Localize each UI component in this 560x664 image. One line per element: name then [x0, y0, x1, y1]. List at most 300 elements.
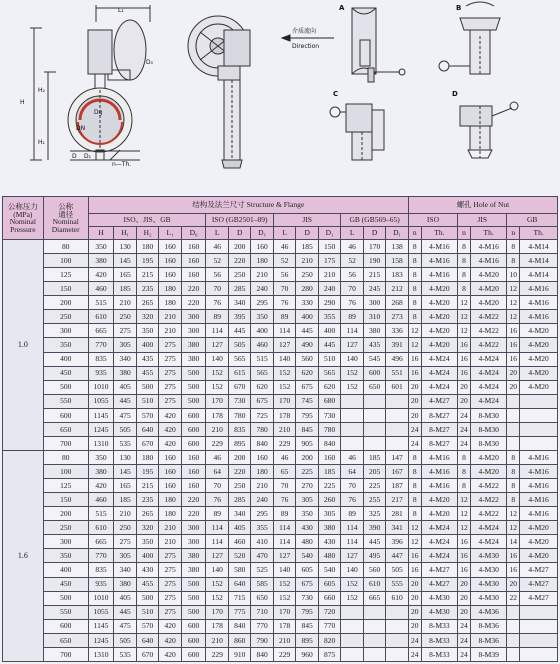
table-cell: 660 [318, 591, 340, 605]
table-cell: 505 [114, 633, 136, 647]
table-cell: 4-M16 [520, 479, 558, 493]
table-cell: 780 [228, 408, 250, 422]
table-cell: 445 [114, 605, 136, 619]
table-cell: 380 [181, 352, 206, 366]
table-cell: 4-M22 [470, 310, 506, 324]
table-row [3, 577, 558, 591]
table-cell: 152 [206, 366, 228, 380]
table-cell: 620 [318, 380, 340, 394]
table-cell [507, 422, 520, 436]
table-cell: 114 [341, 324, 363, 338]
table-cell: 89 [273, 507, 295, 521]
table-cell: 275 [159, 338, 181, 352]
table-cell: 500 [181, 591, 206, 605]
table-cell: 8 [458, 479, 471, 493]
table-cell: 64 [341, 465, 363, 479]
table-cell [363, 605, 385, 619]
table-cell: 275 [114, 324, 136, 338]
table-cell: 170 [206, 394, 228, 408]
table-cell: 8 [408, 296, 421, 310]
table-cell: 8 [408, 465, 421, 479]
table-cell: 160 [318, 450, 340, 464]
table-cell: 4-M16 [520, 507, 558, 521]
column-header: L₁ [159, 227, 181, 240]
table-cell: 70 [341, 282, 363, 296]
table-cell [520, 394, 558, 408]
table-cell: 4-M24 [470, 535, 506, 549]
table-cell: 4-M16 [470, 254, 506, 268]
table-cell [341, 394, 363, 408]
table-cell: 295 [251, 507, 273, 521]
table-cell [363, 619, 385, 633]
table-cell: 4-M24 [470, 380, 506, 394]
table-cell: 114 [206, 535, 228, 549]
table-row [3, 521, 558, 535]
table-cell: 16 [458, 549, 471, 563]
diameter-cell: 450 [43, 366, 88, 380]
table-cell: 8-M27 [421, 436, 457, 450]
diameter-cell: 250 [43, 521, 88, 535]
table-cell: 460 [88, 282, 114, 296]
table-cell: 167 [386, 465, 408, 479]
table-cell: 70 [341, 479, 363, 493]
table-cell: 600 [181, 633, 206, 647]
table-cell: 4-M16 [421, 450, 457, 464]
table-cell [386, 619, 408, 633]
table-cell: 210 [206, 633, 228, 647]
table-cell: 89 [206, 310, 228, 324]
table-cell: 4-M20 [520, 380, 558, 394]
table-cell: 24 [458, 422, 471, 436]
column-header: L [206, 227, 228, 240]
table-cell: 52 [206, 254, 228, 268]
table-cell: 770 [251, 619, 273, 633]
table-cell [520, 436, 558, 450]
table-cell: 510 [136, 394, 158, 408]
table-cell: 4-M22 [470, 479, 506, 493]
table-cell: 240 [318, 282, 340, 296]
table-cell: 229 [206, 647, 228, 661]
table-cell: 210 [251, 479, 273, 493]
table-row [3, 282, 558, 296]
table-cell: 76 [273, 493, 295, 507]
table-cell: 4-M27 [421, 394, 457, 408]
table-row [3, 296, 558, 310]
table-cell: 500 [181, 577, 206, 591]
table-cell: 8-M30 [470, 422, 506, 436]
table-cell [386, 394, 408, 408]
dim-d1-label: D₁ [84, 153, 92, 160]
table-row [3, 240, 558, 254]
table-cell: 180 [136, 240, 158, 254]
table-cell: 20 [458, 605, 471, 619]
header-pressure-en2: Pressure [10, 224, 36, 234]
table-row [3, 535, 558, 549]
table-cell: 4-M20 [421, 296, 457, 310]
table-cell: 127 [341, 549, 363, 563]
table-cell: 275 [114, 535, 136, 549]
table-cell: 320 [136, 310, 158, 324]
table-cell: 391 [386, 338, 408, 352]
table-cell: 8-M39 [470, 647, 506, 661]
table-cell: 12 [408, 324, 421, 338]
table-cell: 4-M20 [520, 352, 558, 366]
table-cell: 4-M16 [421, 240, 457, 254]
table-cell: 8 [408, 450, 421, 464]
header-nominal-diameter [43, 197, 88, 240]
table-cell: 445 [296, 324, 318, 338]
table-cell: 200 [228, 240, 250, 254]
header-diameter-en2: Diameter [51, 224, 80, 234]
table-cell: 12 [458, 493, 471, 507]
table-cell: 160 [181, 254, 206, 268]
table-cell: 500 [136, 380, 158, 394]
table-cell: 515 [88, 507, 114, 521]
operator-view-d [460, 102, 518, 158]
table-cell: 670 [136, 436, 158, 450]
diameter-cell: 80 [43, 450, 88, 464]
table-cell: 12 [507, 507, 520, 521]
table-cell: 8-M27 [421, 422, 457, 436]
table-cell: 475 [114, 619, 136, 633]
table-cell: 183 [386, 268, 408, 282]
column-header: H₁ [114, 227, 136, 240]
header-diameter-cn1: 公称 [58, 202, 74, 211]
table-cell: 730 [296, 591, 318, 605]
table-cell: 500 [136, 591, 158, 605]
table-body [3, 240, 558, 662]
column-header: D₁ [251, 227, 273, 240]
table-row [3, 324, 558, 338]
dim-dg-label: Dg [94, 109, 103, 116]
table-cell: 160 [181, 465, 206, 479]
table-cell: 12 [408, 521, 421, 535]
table-cell: 4-M22 [470, 493, 506, 507]
table-cell: 225 [363, 479, 385, 493]
table-cell: 16 [458, 563, 471, 577]
table-cell: 420 [159, 619, 181, 633]
table-cell: 235 [136, 282, 158, 296]
table-cell: 145 [114, 254, 136, 268]
table-cell: 510 [318, 352, 340, 366]
table-cell: 340 [114, 352, 136, 366]
table-cell: 145 [114, 465, 136, 479]
table-cell: 210 [159, 310, 181, 324]
table-cell: 610 [88, 521, 114, 535]
table-cell: 300 [363, 296, 385, 310]
table-cell: 8-M30 [470, 408, 506, 422]
table-cell: 24 [458, 647, 471, 661]
table-cell: 215 [136, 268, 158, 282]
table-cell: 500 [181, 605, 206, 619]
table-cell: 380 [181, 563, 206, 577]
dim-d-label: D [72, 153, 77, 160]
table-cell: 585 [251, 577, 273, 591]
table-cell: 215 [136, 479, 158, 493]
table-cell: 127 [273, 549, 295, 563]
table-cell: 430 [296, 521, 318, 535]
column-header: Th. [470, 227, 506, 240]
table-cell: 4-M30 [470, 577, 506, 591]
table-cell: 400 [296, 310, 318, 324]
table-cell [507, 394, 520, 408]
table-cell: 220 [228, 254, 250, 268]
table-cell: 680 [318, 394, 340, 408]
table-cell: 4-M16 [520, 450, 558, 464]
table-cell: 905 [296, 436, 318, 450]
table-cell: 1245 [88, 422, 114, 436]
table-cell [520, 408, 558, 422]
table-cell: 275 [159, 366, 181, 380]
diameter-cell: 600 [43, 619, 88, 633]
table-cell: 340 [228, 507, 250, 521]
table-row [3, 633, 558, 647]
table-cell: 160 [181, 268, 206, 282]
table-cell: 4-M16 [520, 282, 558, 296]
table-cell: 4-M22 [470, 507, 506, 521]
table-cell: 560 [363, 563, 385, 577]
table-cell: 665 [88, 535, 114, 549]
table-cell: 178 [206, 619, 228, 633]
table-cell: 380 [114, 366, 136, 380]
table-cell: 330 [296, 296, 318, 310]
table-cell: 140 [273, 352, 295, 366]
diameter-cell: 300 [43, 535, 88, 549]
table-cell: 185 [318, 465, 340, 479]
table-cell: 380 [318, 521, 340, 535]
table-cell: 4-M30 [470, 591, 506, 605]
table-cell: 20 [408, 408, 421, 422]
table-cell: 250 [114, 310, 136, 324]
column-header: D₁ [318, 227, 340, 240]
table-cell [520, 633, 558, 647]
diameter-cell: 650 [43, 633, 88, 647]
table-cell: 4-M20 [421, 310, 457, 324]
table-cell: 570 [136, 619, 158, 633]
table-cell: 715 [228, 591, 250, 605]
table-cell: 12 [507, 296, 520, 310]
table-cell: 12 [458, 310, 471, 324]
table-row [3, 563, 558, 577]
table-cell: 187 [386, 479, 408, 493]
table-cell: 16 [408, 563, 421, 577]
table-cell: 210 [159, 521, 181, 535]
diameter-cell: 450 [43, 577, 88, 591]
table-cell: 275 [159, 394, 181, 408]
table-row [3, 422, 558, 436]
table-cell: 840 [318, 436, 340, 450]
diameter-cell: 200 [43, 507, 88, 521]
table-cell: 8 [408, 282, 421, 296]
table-cell: 620 [296, 366, 318, 380]
header-diameter-en1: Nominal [52, 217, 79, 226]
table-cell: 76 [273, 296, 295, 310]
view-d-label: D [452, 90, 458, 98]
table-cell [363, 422, 385, 436]
table-cell: 430 [136, 563, 158, 577]
table-cell: 445 [318, 338, 340, 352]
table-cell: 8-M30 [470, 436, 506, 450]
table-cell: 8 [408, 507, 421, 521]
table-cell: 56 [341, 268, 363, 282]
table-cell: 405 [114, 380, 136, 394]
table-cell: 525 [251, 563, 273, 577]
column-header: D [363, 227, 385, 240]
table-cell: 820 [318, 633, 340, 647]
table-cell: 235 [136, 493, 158, 507]
table-cell: 535 [114, 647, 136, 661]
table-cell: 350 [251, 310, 273, 324]
direction-cn-label: 介质流向 [292, 28, 317, 35]
table-cell: 400 [136, 338, 158, 352]
table-cell: 500 [181, 394, 206, 408]
table-cell: 12 [507, 521, 520, 535]
table-cell: 410 [251, 535, 273, 549]
table-cell: 190 [363, 254, 385, 268]
table-cell: 89 [341, 507, 363, 521]
table-cell: 160 [159, 268, 181, 282]
dim-dn-label: DN [76, 125, 86, 132]
table-cell: 200 [228, 450, 250, 464]
diameter-cell: 150 [43, 282, 88, 296]
table-cell: 770 [88, 549, 114, 563]
table-cell: 1310 [88, 436, 114, 450]
table-cell: 20 [507, 577, 520, 591]
table-cell [363, 408, 385, 422]
table-cell: 610 [363, 577, 385, 591]
table-cell: 495 [363, 549, 385, 563]
table-cell: 515 [88, 296, 114, 310]
table-cell [520, 605, 558, 619]
table-cell: 780 [318, 422, 340, 436]
pressure-cell: 1.0 [3, 240, 44, 451]
diameter-cell: 80 [43, 240, 88, 254]
table-cell: 285 [228, 493, 250, 507]
table-cell: 14 [507, 535, 520, 549]
table-cell: 665 [88, 324, 114, 338]
table-cell: 340 [114, 563, 136, 577]
table-cell: 8 [507, 465, 520, 479]
table-cell: 210 [206, 422, 228, 436]
table-cell: 520 [228, 549, 250, 563]
table-cell [363, 647, 385, 661]
header-hole-iso: ISO [408, 214, 457, 227]
table-cell [386, 408, 408, 422]
table-cell: 160 [251, 240, 273, 254]
table-cell: 175 [318, 254, 340, 268]
table-cell: 255 [363, 493, 385, 507]
table-cell: 790 [251, 633, 273, 647]
table-cell [341, 619, 363, 633]
table-cell: 185 [363, 450, 385, 464]
table-cell: 610 [386, 591, 408, 605]
table-cell: 273 [386, 310, 408, 324]
table-cell: 4-M20 [421, 338, 457, 352]
table-cell: 8 [408, 493, 421, 507]
column-header: D [296, 227, 318, 240]
table-cell: 165 [114, 479, 136, 493]
table-cell: 350 [136, 535, 158, 549]
table-cell: 730 [318, 408, 340, 422]
table-cell: 350 [136, 324, 158, 338]
table-cell: 745 [296, 394, 318, 408]
table-cell: 170 [273, 394, 295, 408]
table-cell: 845 [296, 619, 318, 633]
view-a-label: A [339, 4, 345, 12]
table-cell: 875 [318, 647, 340, 661]
table-cell: 64 [206, 465, 228, 479]
table-cell: 24 [458, 633, 471, 647]
table-cell: 170 [206, 605, 228, 619]
table-cell: 127 [273, 338, 295, 352]
table-cell: 455 [136, 366, 158, 380]
table-cell: 210 [273, 422, 295, 436]
table-cell: 4-M24 [470, 366, 506, 380]
table-cell: 46 [206, 450, 228, 464]
table-cell: 70 [273, 479, 295, 493]
column-header: n [458, 227, 471, 240]
table-cell: 46 [206, 240, 228, 254]
table-cell: 160 [251, 450, 273, 464]
table-cell: 89 [273, 310, 295, 324]
table-cell: 675 [296, 577, 318, 591]
table-cell: 130 [114, 240, 136, 254]
table-cell: 20 [507, 380, 520, 394]
table-cell: 4-M24 [421, 366, 457, 380]
diameter-cell: 300 [43, 324, 88, 338]
table-cell: 560 [296, 352, 318, 366]
table-cell: 240 [251, 282, 273, 296]
table-cell: 195 [136, 254, 158, 268]
table-cell: 551 [386, 366, 408, 380]
table-cell: 420 [159, 422, 181, 436]
table-cell: 212 [386, 282, 408, 296]
table-cell: 400 [318, 324, 340, 338]
table-cell: 52 [341, 254, 363, 268]
table-cell: 152 [273, 577, 295, 591]
table-cell: 8 [458, 254, 471, 268]
table-cell: 670 [228, 380, 250, 394]
table-cell: 720 [318, 605, 340, 619]
table-cell: 400 [136, 549, 158, 563]
table-cell: 130 [114, 450, 136, 464]
table-cell: 845 [296, 422, 318, 436]
table-cell: 114 [341, 535, 363, 549]
table-cell [341, 408, 363, 422]
table-cell: 114 [273, 521, 295, 535]
table-cell: 435 [136, 352, 158, 366]
table-cell: 1245 [88, 633, 114, 647]
diameter-cell: 400 [43, 352, 88, 366]
table-cell: 305 [114, 338, 136, 352]
table-cell: 210 [114, 507, 136, 521]
table-cell: 180 [136, 450, 158, 464]
table-cell: 180 [159, 507, 181, 521]
table-cell: 160 [159, 479, 181, 493]
table-cell: 305 [296, 493, 318, 507]
flow-direction-arrow [282, 35, 334, 41]
diameter-cell: 125 [43, 268, 88, 282]
table-cell: 170 [273, 605, 295, 619]
table-cell: 4-M22 [470, 324, 506, 338]
header-pressure-cn: 公称压力 [7, 202, 38, 211]
diameter-cell: 550 [43, 605, 88, 619]
table-cell: 341 [386, 521, 408, 535]
table-cell: 600 [363, 366, 385, 380]
table-cell: 540 [318, 563, 340, 577]
table-cell: 8-M33 [421, 633, 457, 647]
table-cell [363, 436, 385, 450]
